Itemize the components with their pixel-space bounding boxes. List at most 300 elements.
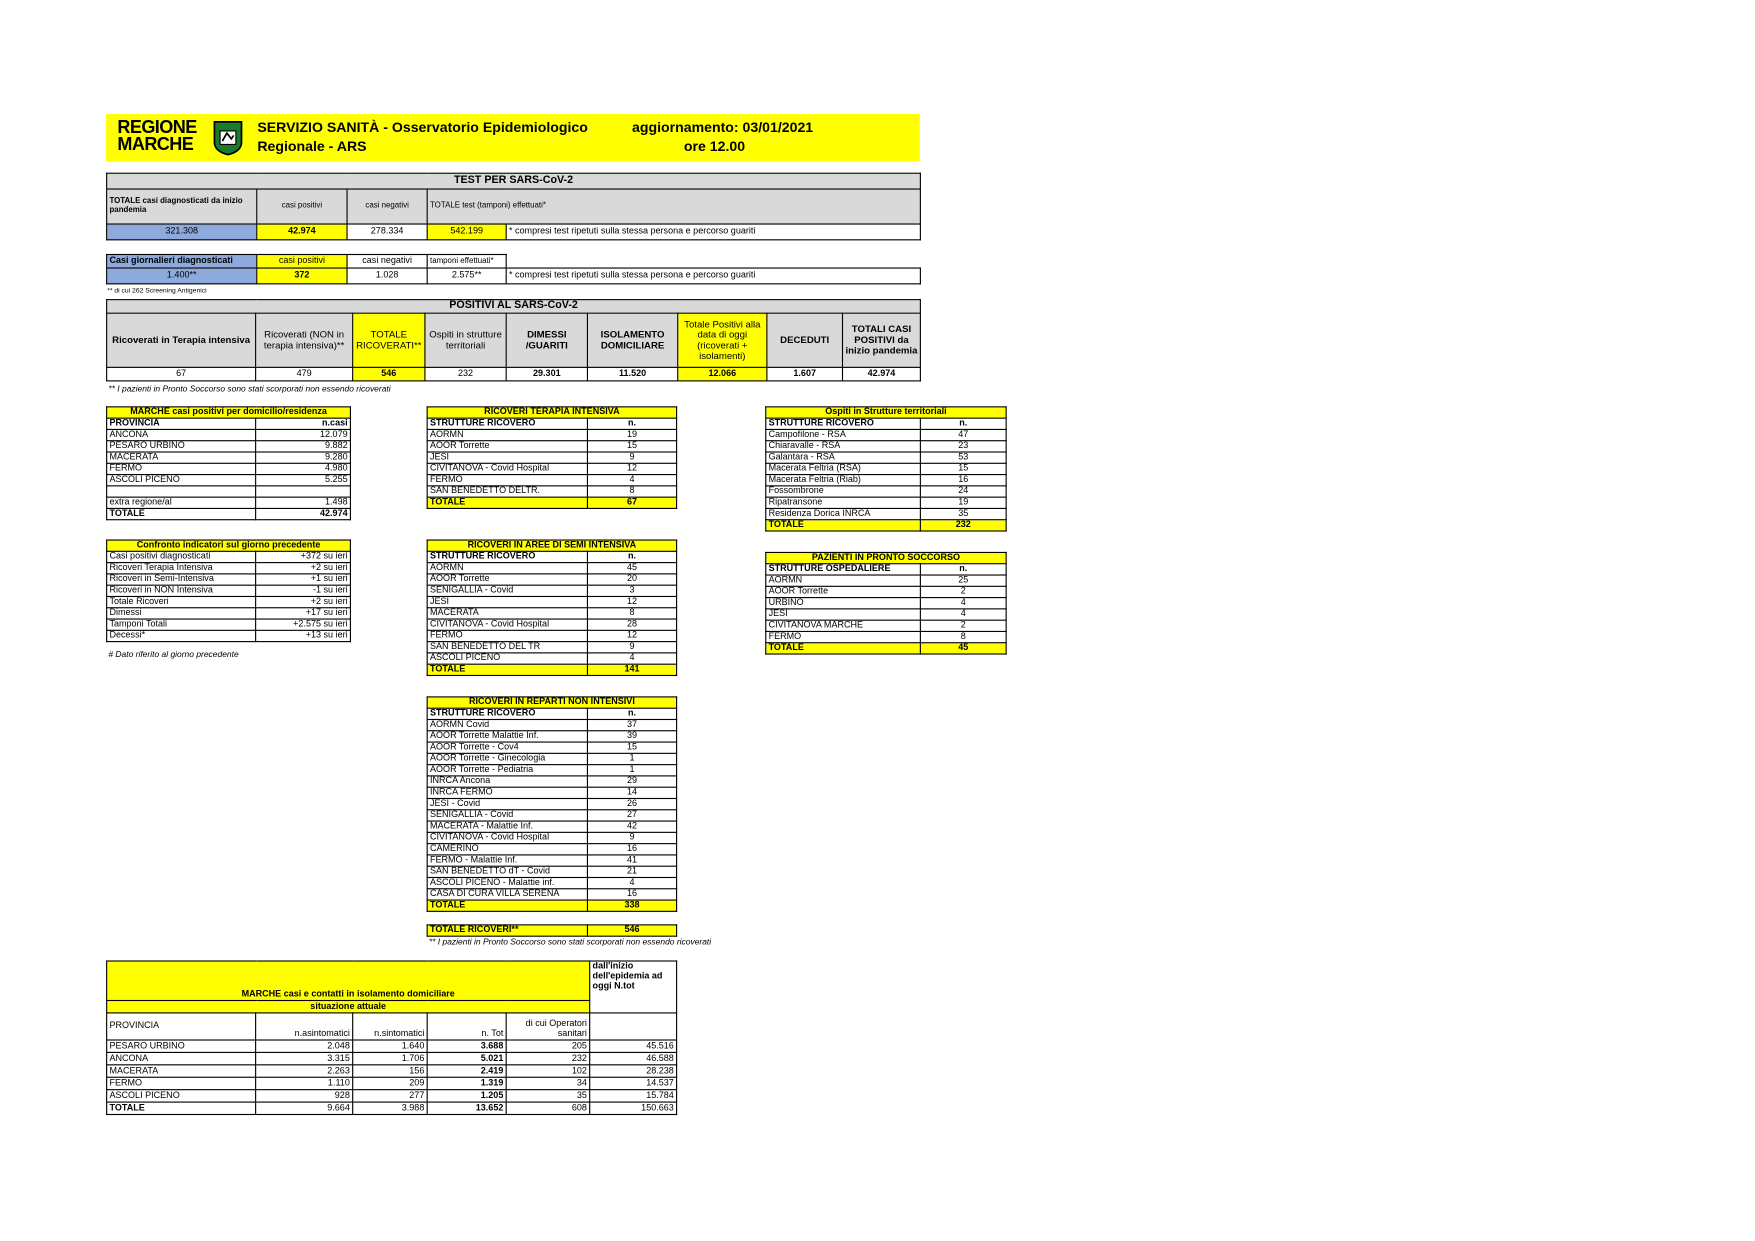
ti-row-value: 9	[587, 452, 676, 463]
nonint-row-value: 16	[587, 889, 676, 900]
provincia-row-label: MACERATA	[107, 452, 256, 463]
iso-cell: FERMO	[107, 1077, 256, 1089]
confronto-row-label: Decessi*	[107, 630, 256, 641]
ospiti-row	[766, 452, 1006, 463]
iso-table	[106, 960, 677, 1115]
semi-row	[427, 596, 676, 607]
provincia-row	[107, 441, 351, 452]
semi-row-label: FERMO	[427, 630, 587, 641]
semi-row-label: AOOR Torrette	[427, 574, 587, 585]
semi-row-value: 45	[587, 563, 676, 574]
iso-row	[107, 1065, 677, 1077]
semi-row	[427, 574, 676, 585]
nonint-table	[427, 696, 678, 912]
ti-row	[427, 463, 676, 474]
iso-row	[107, 1090, 677, 1102]
iso-cell: 928	[256, 1090, 353, 1102]
iso-cell: 35	[506, 1090, 590, 1102]
positivi-header-2: TOTALE RICOVERATI**	[353, 313, 425, 367]
ps-row-value: 2	[920, 586, 1006, 597]
nonint-row-value: 21	[587, 866, 676, 877]
nonint-row-value: 14	[587, 787, 676, 798]
ps-row	[766, 586, 1006, 597]
provincia-row-value: 12.079	[256, 429, 351, 440]
nonint-row-value: 27	[587, 810, 676, 821]
semi-row	[427, 642, 676, 653]
iso-header-provincia: PROVINCIA	[107, 1013, 256, 1040]
iso-cell: ANCONA	[107, 1052, 256, 1064]
nonint-row	[427, 877, 676, 888]
ti-row-label: JESI	[427, 452, 587, 463]
semi-row-value: 12	[587, 630, 676, 641]
ti-row-label: SAN BENEDETTO DELTR.	[427, 486, 587, 497]
semi-row-value: 28	[587, 619, 676, 630]
semi-table	[427, 539, 678, 676]
nonint-row-value: 9	[587, 832, 676, 843]
ospiti-row-value: 53	[920, 452, 1006, 463]
ti-row-label: AOOR Torrette	[427, 441, 587, 452]
ti-row	[427, 429, 676, 440]
test-value-positivi: 42.974	[257, 224, 347, 240]
ps-row-value: 4	[920, 609, 1006, 620]
ospiti-row	[766, 508, 1006, 519]
nonint-row	[427, 742, 676, 753]
confronto-row-label: Tamponi Totali	[107, 619, 256, 630]
totric-value: 546	[587, 925, 676, 936]
ti-row-value: 8	[587, 486, 676, 497]
nonint-header-strutture: STRUTTURE RICOVERO	[427, 708, 587, 719]
test-table	[106, 173, 921, 241]
confronto-row-value: +13 su ieri	[256, 630, 351, 641]
iso-total-cell: 9.664	[256, 1102, 353, 1114]
provincia-row	[107, 452, 351, 463]
ospiti-row-value: 19	[920, 497, 1006, 508]
ps-row-value: 4	[920, 598, 1006, 609]
ospiti-row-label: Fossombrone	[766, 486, 921, 497]
ospiti-row-label: Macerata Feltria (Riab)	[766, 475, 921, 486]
provincia-total: 42.974	[256, 508, 351, 519]
nonint-row	[427, 776, 676, 787]
iso-subtitle: situazione attuale	[107, 1001, 590, 1013]
ospiti-row	[766, 429, 1006, 440]
semi-header-strutture: STRUTTURE RICOVERO	[427, 551, 587, 562]
semi-row-label: AORMN	[427, 563, 587, 574]
provincia-header-prov: PROVINCIA	[107, 418, 256, 429]
semi-row-label: ASCOLI PICENO	[427, 653, 587, 664]
ospiti-title: Ospiti in Strutture territoriali	[766, 407, 1006, 418]
ospiti-total: 232	[920, 520, 1006, 531]
positivi-note: ** I pazienti in Pronto Soccorso sono stati scorporati non essendo ricoverati	[108, 383, 391, 394]
positivi-value-4: 29.301	[506, 367, 587, 381]
semi-row-value: 8	[587, 608, 676, 619]
test-value-tamponi: 542.199	[427, 224, 506, 240]
provincia-row-label: extra regione/al	[107, 497, 256, 508]
confronto-row-label: Ricoveri in Semi-Intensiva	[107, 574, 256, 585]
iso-cell: 3.315	[256, 1052, 353, 1064]
ps-row-label: AORMN	[766, 575, 921, 586]
iso-row	[107, 1052, 677, 1064]
ospiti-row	[766, 475, 1006, 486]
provincia-row-label: ANCONA	[107, 429, 256, 440]
nonint-row-value: 1	[587, 765, 676, 776]
positivi-header-7: DECEDUTI	[767, 313, 843, 367]
confronto-row-label: Dimessi	[107, 608, 256, 619]
ospiti-row-label: Campofilone - RSA	[766, 429, 921, 440]
nonint-row-label: AOOR Torrette - Ginecologia	[427, 753, 587, 764]
daily-value-tamponi: 2.575**	[427, 268, 506, 284]
iso-total-cell: 608	[506, 1102, 590, 1114]
ospiti-row	[766, 441, 1006, 452]
nonint-row	[427, 719, 676, 730]
semi-row	[427, 563, 676, 574]
ospiti-row-label: Residenza Dorica INRCA	[766, 508, 921, 519]
iso-row	[107, 1040, 677, 1052]
iso-cell: ASCOLI PICENO	[107, 1090, 256, 1102]
iso-cell: 2.048	[256, 1040, 353, 1052]
provincia-row-value: 1.498	[256, 497, 351, 508]
nonint-row-label: JESI - Covid	[427, 798, 587, 809]
nonint-row-value: 42	[587, 821, 676, 832]
ps-header-n: n.	[920, 564, 1006, 575]
ps-row	[766, 598, 1006, 609]
confronto-table	[106, 539, 351, 642]
semi-row-value: 3	[587, 585, 676, 596]
confronto-row-label: Ricoveri in NON Intensiva	[107, 585, 256, 596]
semi-row-value: 4	[587, 653, 676, 664]
confronto-row	[107, 574, 351, 585]
semi-row-label: JESI	[427, 596, 587, 607]
confronto-row	[107, 596, 351, 607]
ti-row-label: FERMO	[427, 475, 587, 486]
iso-cell: MACERATA	[107, 1065, 256, 1077]
nonint-row-value: 39	[587, 731, 676, 742]
test-header-totale: TOTALE casi diagnosticati da inizio pandemia	[107, 189, 257, 224]
iso-cell: 277	[353, 1090, 427, 1102]
semi-title: RICOVERI IN AREE DI SEMI INTENSIVA	[427, 540, 676, 551]
ti-row-value: 4	[587, 475, 676, 486]
nonint-row	[427, 855, 676, 866]
totric-label: TOTALE RICOVERI**	[427, 925, 587, 936]
nonint-row-value: 4	[587, 877, 676, 888]
nonint-row-label: CIVITANOVA - Covid Hospital	[427, 832, 587, 843]
ospiti-row	[766, 463, 1006, 474]
positivi-header-3: Ospiti in strutture territoriali	[425, 313, 506, 367]
confronto-note: # Dato riferito al giorno precedente	[108, 648, 239, 660]
iso-cell: 2.263	[256, 1065, 353, 1077]
nonint-row	[427, 844, 676, 855]
daily-value-positivi: 372	[257, 268, 347, 284]
ti-header-strutture: STRUTTURE RICOVERO	[427, 418, 587, 429]
iso-total-cell: TOTALE	[107, 1102, 256, 1114]
positivi-value-6: 12.066	[678, 367, 767, 381]
daily-sub-note: ** di cui 262 Screening Antigenici	[107, 287, 207, 295]
ti-row-value: 19	[587, 429, 676, 440]
iso-cell: 1.110	[256, 1077, 353, 1089]
logo-line-2: MARCHE	[117, 135, 194, 155]
ti-row	[427, 441, 676, 452]
ospiti-row-value: 47	[920, 429, 1006, 440]
iso-cell: 1.319	[427, 1077, 506, 1089]
nonint-row-label: AOOR Torrette - Pediatria	[427, 765, 587, 776]
provincia-row	[107, 497, 351, 508]
provincia-title: MARCHE casi positivi per domicilio/residenza	[107, 407, 351, 418]
semi-row	[427, 585, 676, 596]
semi-row	[427, 653, 676, 664]
provincia-row-value: 4.980	[256, 463, 351, 474]
ospiti-row-label: Galantara - RSA	[766, 452, 921, 463]
daily-table	[106, 254, 921, 284]
positivi-value-8: 42.974	[842, 367, 920, 381]
ps-row-label: URBINO	[766, 598, 921, 609]
nonint-row-label: AOOR Torrette - Cov4	[427, 742, 587, 753]
test-header-positivi: casi positivi	[257, 189, 347, 224]
confronto-row-value: +17 su ieri	[256, 608, 351, 619]
confronto-row	[107, 551, 351, 562]
ospiti-row-value: 16	[920, 475, 1006, 486]
daily-header-diag: Casi giornalieri diagnosticati	[107, 254, 257, 268]
ti-title: RICOVERI TERAPIA INTENSIVA	[427, 407, 676, 418]
nonint-row	[427, 753, 676, 764]
nonint-row-value: 41	[587, 855, 676, 866]
test-value-totale: 321.308	[107, 224, 257, 240]
test-header-negativi: casi negativi	[347, 189, 427, 224]
provincia-row-value	[256, 486, 351, 497]
confronto-row-label: Casi positivi diagnosticati	[107, 551, 256, 562]
ps-title: PAZIENTI IN PRONTO SOCCORSO	[766, 552, 1006, 563]
regione-emblem-icon	[212, 120, 244, 156]
provincia-row	[107, 475, 351, 486]
positivi-value-1: 479	[256, 367, 353, 381]
ps-row	[766, 631, 1006, 642]
nonint-row-label: CAMERINO	[427, 844, 587, 855]
ospiti-row-value: 15	[920, 463, 1006, 474]
semi-total: 141	[587, 664, 676, 675]
provincia-row-value: 5.255	[256, 475, 351, 486]
nonint-row-label: INRCA Ancona	[427, 776, 587, 787]
positivi-header-0: Ricoverati in Terapia intensiva	[107, 313, 256, 367]
confronto-row-value: +2 su ieri	[256, 596, 351, 607]
ps-row-value: 25	[920, 575, 1006, 586]
ospiti-row-value: 24	[920, 486, 1006, 497]
totric-note: ** I pazienti in Pronto Soccorso sono stati scorporati non essendo ricoverati	[428, 936, 712, 947]
ti-total-label: TOTALE	[427, 497, 587, 508]
iso-total-cell: 13.652	[427, 1102, 506, 1114]
nonint-row-label: INRCA FERMO	[427, 787, 587, 798]
nonint-row-label: CASA DI CURA VILLA SERENA	[427, 889, 587, 900]
nonint-row-label: SENIGALLIA - Covid	[427, 810, 587, 821]
nonint-row-value: 26	[587, 798, 676, 809]
confronto-row-label: Totale Ricoveri	[107, 596, 256, 607]
iso-cell: 232	[506, 1052, 590, 1064]
iso-cell: 5.021	[427, 1052, 506, 1064]
nonint-total: 338	[587, 900, 676, 911]
semi-row-label: MACERATA	[427, 608, 587, 619]
confronto-row	[107, 563, 351, 574]
iso-cell: PESARO URBINO	[107, 1040, 256, 1052]
nonint-total-label: TOTALE	[427, 900, 587, 911]
confronto-row	[107, 619, 351, 630]
iso-header-operatori: di cui Operatori sanitari	[506, 1013, 590, 1040]
ospiti-row-value: 35	[920, 508, 1006, 519]
ti-table	[427, 406, 678, 509]
nonint-row-label: MACERATA - Malattie Inf.	[427, 821, 587, 832]
iso-cell: 15.784	[590, 1090, 677, 1102]
iso-row	[107, 1077, 677, 1089]
nonint-row	[427, 889, 676, 900]
confronto-row-value: -1 su ieri	[256, 585, 351, 596]
nonint-row-value: 37	[587, 719, 676, 730]
test-value-negativi: 278.334	[347, 224, 427, 240]
daily-note: * compresi test ripetuti sulla stessa persona e percorso guariti	[506, 268, 920, 284]
semi-header-n: n.	[587, 551, 676, 562]
daily-header-negativi: casi negativi	[347, 254, 427, 268]
positivi-value-5: 11.520	[587, 367, 677, 381]
nonint-row-value: 16	[587, 844, 676, 855]
provincia-row-label: ASCOLI PICENO	[107, 475, 256, 486]
positivi-title: POSITIVI AL SARS-CoV-2	[107, 300, 921, 314]
daily-value-negativi: 1.028	[347, 268, 427, 284]
positivi-header-8: TOTALI CASI POSITIVI da inizio pandemia	[842, 313, 920, 367]
header-service: SERVIZIO SANITÀ - Osservatorio Epidemiologico	[257, 119, 588, 136]
iso-header-sintomatici: n.sintomatici	[353, 1013, 427, 1040]
ti-row	[427, 452, 676, 463]
iso-cell: 156	[353, 1065, 427, 1077]
iso-cell: 102	[506, 1065, 590, 1077]
ps-row	[766, 609, 1006, 620]
regione-marche-logo	[117, 120, 241, 156]
test-note: * compresi test ripetuti sulla stessa persona e percorso guariti	[506, 224, 920, 240]
provincia-row	[107, 463, 351, 474]
nonint-row	[427, 866, 676, 877]
nonint-row	[427, 787, 676, 798]
ospiti-row-label: Ripatransone	[766, 497, 921, 508]
iso-total-cell: 3.988	[353, 1102, 427, 1114]
iso-cell: 209	[353, 1077, 427, 1089]
totric-table	[427, 924, 678, 936]
nonint-row-value: 1	[587, 753, 676, 764]
ti-total: 67	[587, 497, 676, 508]
ps-row	[766, 575, 1006, 586]
nonint-row-label: FERMO - Malattie Inf.	[427, 855, 587, 866]
ti-row-value: 15	[587, 441, 676, 452]
ps-row-label: FERMO	[766, 631, 921, 642]
confronto-row-label: Ricoveri Terapia Intensiva	[107, 563, 256, 574]
iso-header-tot: n. Tot	[427, 1013, 506, 1040]
daily-value-diag: 1.400**	[107, 268, 257, 284]
iso-cell: 34	[506, 1077, 590, 1089]
iso-cell: 2.419	[427, 1065, 506, 1077]
ti-row-label: CIVITANOVA - Covid Hospital	[427, 463, 587, 474]
semi-row-value: 9	[587, 642, 676, 653]
ti-row-value: 12	[587, 463, 676, 474]
provincia-row	[107, 486, 351, 497]
nonint-row	[427, 821, 676, 832]
provincia-row-value: 9.882	[256, 441, 351, 452]
ps-row	[766, 620, 1006, 631]
iso-cell: 1.706	[353, 1052, 427, 1064]
semi-row-label: SAN BENEDETTO DEL TR	[427, 642, 587, 653]
test-header-tamponi: TOTALE test (tamponi) effettuati*	[427, 189, 920, 224]
ospiti-header-n: n.	[920, 418, 1006, 429]
positivi-table	[106, 299, 921, 381]
nonint-row-label: AOOR Torrette Malattie Inf.	[427, 731, 587, 742]
positivi-header-6: Totale Positivi alla data di oggi (ricoverati + isolamenti)	[678, 313, 767, 367]
semi-row	[427, 619, 676, 630]
nonint-row-value: 15	[587, 742, 676, 753]
ti-row	[427, 475, 676, 486]
ospiti-row-label: Macerata Feltria (RSA)	[766, 463, 921, 474]
logo-line-1: REGIONE	[117, 118, 197, 138]
nonint-row	[427, 731, 676, 742]
nonint-row	[427, 810, 676, 821]
nonint-row	[427, 832, 676, 843]
daily-header-positivi: casi positivi	[257, 254, 347, 268]
ps-row-value: 8	[920, 631, 1006, 642]
ps-header-strutture: STRUTTURE OSPEDALIERE	[766, 564, 921, 575]
nonint-row-value: 29	[587, 776, 676, 787]
iso-cell: 3.688	[427, 1040, 506, 1052]
daily-header-tamponi: tamponi effettuati*	[427, 254, 506, 268]
semi-row-label: CIVITANOVA - Covid Hospital	[427, 619, 587, 630]
positivi-value-2: 546	[353, 367, 425, 381]
header-banner	[106, 114, 920, 161]
ps-row-label: JESI	[766, 609, 921, 620]
provincia-header-casi: n.casi	[256, 418, 351, 429]
iso-side-header: dall'inizio dell'epidemia ad oggi N.tot	[590, 961, 677, 1013]
nonint-row-label: SAN BENEDETTO dT - Covid	[427, 866, 587, 877]
ospiti-row-value: 23	[920, 441, 1006, 452]
semi-row	[427, 608, 676, 619]
iso-header-asintomatici: n.asintomatici	[256, 1013, 353, 1040]
provincia-row-label: FERMO	[107, 463, 256, 474]
iso-cell: 205	[506, 1040, 590, 1052]
semi-row	[427, 630, 676, 641]
ps-total: 45	[920, 643, 1006, 654]
ps-row-label: CIVITANOVA MARCHE	[766, 620, 921, 631]
iso-total-cell: 150.663	[590, 1102, 677, 1114]
confronto-row-value: +1 su ieri	[256, 574, 351, 585]
provincia-row-label	[107, 486, 256, 497]
ospiti-row	[766, 497, 1006, 508]
iso-title: MARCHE casi e contatti in isolamento domiciliare	[107, 961, 590, 1001]
ti-header-n: n.	[587, 418, 676, 429]
semi-row-label: SENIGALLIA - Covid	[427, 585, 587, 596]
confronto-row	[107, 630, 351, 641]
ospiti-header-strutture: STRUTTURE RICOVERO	[766, 418, 921, 429]
provincia-table	[106, 406, 351, 520]
ps-row-value: 2	[920, 620, 1006, 631]
confronto-row	[107, 585, 351, 596]
provincia-row	[107, 429, 351, 440]
ps-table	[765, 552, 1007, 655]
nonint-row-label: AORMN Covid	[427, 719, 587, 730]
ospiti-table	[765, 406, 1007, 531]
ps-row-label: AOOR Torrette	[766, 586, 921, 597]
ospiti-total-label: TOTALE	[766, 520, 921, 531]
confronto-row-value: +2.575 su ieri	[256, 619, 351, 630]
positivi-value-7: 1.607	[767, 367, 843, 381]
iso-cell: 1.640	[353, 1040, 427, 1052]
positivi-header-1: Ricoverati (NON in terapia intensiva)**	[256, 313, 353, 367]
iso-cell: 1.205	[427, 1090, 506, 1102]
ospiti-row-label: Chiaravalle - RSA	[766, 441, 921, 452]
iso-cell: 45.516	[590, 1040, 677, 1052]
ti-row-label: AORMN	[427, 429, 587, 440]
nonint-title: RICOVERI IN REPARTI NON INTENSIVI	[427, 697, 676, 708]
positivi-value-3: 232	[425, 367, 506, 381]
header-time: ore 12.00	[683, 138, 746, 155]
nonint-row	[427, 765, 676, 776]
